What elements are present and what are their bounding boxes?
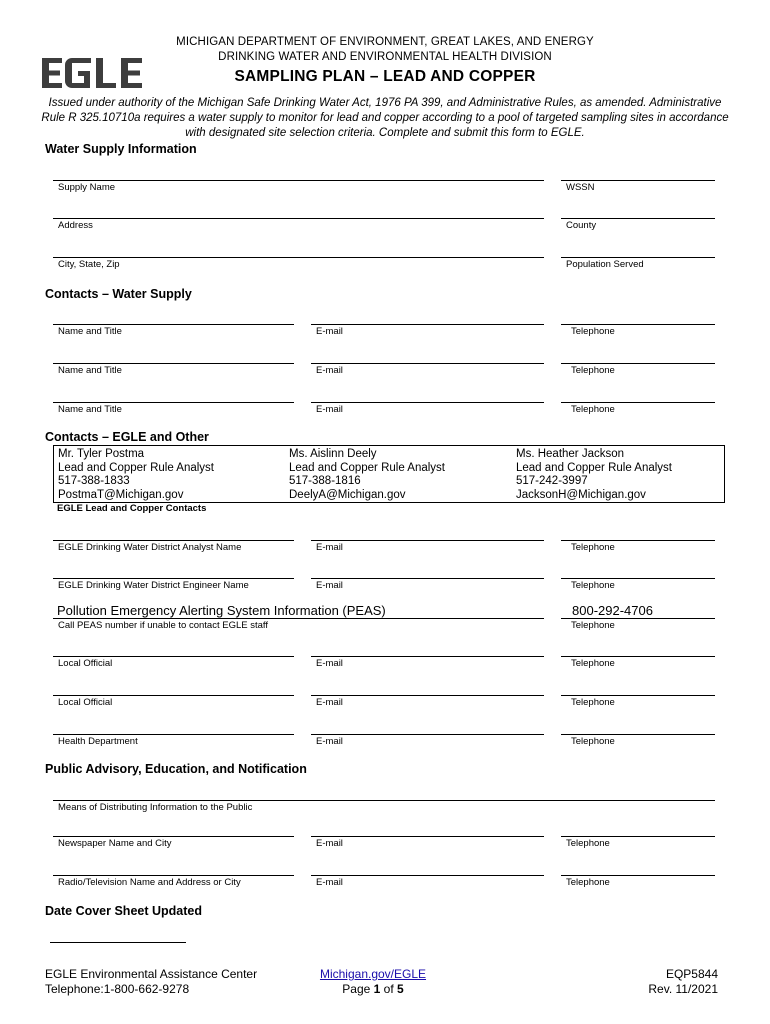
form-id: EQP5844 — [665, 967, 718, 981]
local-official-label: Local Official — [58, 658, 113, 669]
supply-contact-2-name-field[interactable] — [53, 363, 294, 364]
telephone-label: Telephone — [571, 658, 615, 669]
contact-email: DeelyA@Michigan.gov — [289, 488, 406, 501]
supply-contact-2-email-field[interactable] — [311, 363, 544, 364]
telephone-label: Telephone — [571, 736, 615, 747]
name-title-label: Name and Title — [58, 326, 122, 337]
supply-contact-1-phone-field[interactable] — [561, 324, 715, 325]
name-title-label: Name and Title — [58, 404, 122, 415]
city-state-zip-label: City, State, Zip — [58, 259, 120, 270]
supply-contact-3-email-field[interactable] — [311, 402, 544, 403]
contact-email: PostmaT@Michigan.gov — [58, 488, 184, 501]
means-distributing-label: Means of Distributing Information to the Public — [58, 802, 253, 813]
contact-name: Ms. Aislinn Deely — [289, 448, 377, 460]
local-official-1-field[interactable] — [53, 656, 294, 657]
local-official-2-email-field[interactable] — [311, 695, 544, 696]
supply-contact-3-phone-field[interactable] — [561, 402, 715, 403]
email-label: E-mail — [316, 736, 343, 747]
email-label: E-mail — [316, 365, 343, 376]
contacts-egle-heading: Contacts – EGLE and Other — [45, 430, 209, 444]
newspaper-email-field[interactable] — [311, 836, 544, 837]
health-department-field[interactable] — [53, 734, 294, 735]
contact-role: Lead and Copper Rule Analyst — [58, 461, 214, 474]
county-label: County — [566, 220, 597, 231]
email-label: E-mail — [316, 877, 343, 888]
radio-tv-field[interactable] — [53, 875, 294, 876]
telephone-label: Telephone — [566, 877, 610, 888]
page-indicator — [305, 982, 441, 997]
radio-tv-email-field[interactable] — [311, 875, 544, 876]
email-label: E-mail — [316, 838, 343, 849]
district-engineer-phone-field[interactable] — [561, 578, 715, 579]
health-department-email-field[interactable] — [311, 734, 544, 735]
contact-phone: 517-388-1833 — [58, 475, 130, 488]
local-official-1-email-field[interactable] — [311, 656, 544, 657]
health-department-phone-field[interactable] — [561, 734, 715, 735]
page-of: of — [380, 982, 398, 996]
district-analyst-email-field[interactable] — [311, 540, 544, 541]
address-label: Address — [58, 220, 93, 231]
supply-contact-3-name-field[interactable] — [53, 402, 294, 403]
peas-phone: 800-292-4706 — [572, 603, 653, 618]
assistance-center-name: EGLE Environmental Assistance Center — [45, 967, 258, 981]
district-analyst-phone-field[interactable] — [561, 540, 715, 541]
telephone-label: Telephone — [571, 697, 615, 708]
local-official-label: Local Official — [58, 697, 113, 708]
peas-phone-rule — [561, 618, 715, 619]
peas-rule — [53, 618, 544, 619]
population-served-field[interactable] — [561, 257, 715, 258]
intro-line-1: Issued under authority of the Michigan Safe Drinking Water Act, 1976 PA 399, and Administrative Rules, as amended. Administrative — [48, 97, 722, 109]
public-advisory-heading: Public Advisory, Education, and Notification — [45, 762, 307, 776]
department-name: MICHIGAN DEPARTMENT OF ENVIRONMENT, GREAT LAKES, AND ENERGY — [176, 36, 594, 48]
city-state-zip-field[interactable] — [53, 257, 544, 258]
page-prefix: Page — [342, 982, 374, 996]
district-engineer-field[interactable] — [53, 578, 294, 579]
peas-note: Call PEAS number if unable to contact EGLE staff — [58, 620, 268, 631]
egle-website-link[interactable]: Michigan.gov/EGLE — [319, 967, 427, 981]
contact-phone: 517-242-3997 — [516, 475, 588, 488]
contact-role: Lead and Copper Rule Analyst — [289, 461, 445, 474]
wssn-field[interactable] — [561, 180, 715, 181]
telephone-label: Telephone — [566, 838, 610, 849]
address-field[interactable] — [53, 218, 544, 219]
name-title-label: Name and Title — [58, 365, 122, 376]
supply-contact-1-email-field[interactable] — [311, 324, 544, 325]
email-label: E-mail — [316, 658, 343, 669]
telephone-label: Telephone — [571, 365, 615, 376]
county-field[interactable] — [561, 218, 715, 219]
local-official-2-phone-field[interactable] — [561, 695, 715, 696]
health-department-label: Health Department — [58, 736, 138, 747]
telephone-label: Telephone — [571, 580, 615, 591]
supply-name-label: Supply Name — [58, 182, 116, 193]
division-name: DRINKING WATER AND ENVIRONMENTAL HEALTH DIVISION — [218, 51, 552, 63]
assistance-center-phone: Telephone:1-800-662-9278 — [45, 982, 190, 996]
contact-email: JacksonH@Michigan.gov — [516, 488, 646, 501]
supply-contact-1-name-field[interactable] — [53, 324, 294, 325]
intro-line-3: with designated site selection criteria. Complete and submit this form to EGLE. — [185, 127, 585, 139]
date-cover-field[interactable] — [50, 942, 186, 943]
telephone-label: Telephone — [571, 542, 615, 553]
page-total: 5 — [397, 982, 404, 996]
telephone-label: Telephone — [571, 404, 615, 415]
contact-name: Ms. Heather Jackson — [516, 448, 625, 460]
email-label: E-mail — [316, 326, 343, 337]
population-served-label: Population Served — [566, 259, 644, 270]
supply-name-field[interactable] — [53, 180, 544, 181]
contact-role: Lead and Copper Rule Analyst — [516, 461, 672, 474]
egle-contacts-caption: EGLE Lead and Copper Contacts — [57, 503, 207, 514]
local-official-1-phone-field[interactable] — [561, 656, 715, 657]
district-analyst-label: EGLE Drinking Water District Analyst Name — [58, 542, 242, 553]
egle-contact-postma — [58, 448, 214, 502]
wssn-label: WSSN — [566, 182, 595, 193]
newspaper-phone-field[interactable] — [561, 836, 715, 837]
email-label: E-mail — [316, 404, 343, 415]
email-label: E-mail — [316, 542, 343, 553]
telephone-label: Telephone — [571, 620, 615, 631]
radio-tv-phone-field[interactable] — [561, 875, 715, 876]
revision-date: Rev. 11/2021 — [648, 982, 718, 996]
egle-contact-jackson — [516, 448, 672, 502]
form-title: SAMPLING PLAN – LEAD AND COPPER — [234, 68, 536, 85]
page-number: 1 — [373, 982, 381, 996]
district-engineer-email-field[interactable] — [311, 578, 544, 579]
footer-center — [305, 967, 441, 997]
local-official-2-field[interactable] — [53, 695, 294, 696]
water-supply-heading: Water Supply Information — [45, 142, 197, 156]
supply-contact-2-phone-field[interactable] — [561, 363, 715, 364]
district-analyst-field[interactable] — [53, 540, 294, 541]
newspaper-label: Newspaper Name and City — [58, 838, 172, 849]
radio-tv-label: Radio/Television Name and Address or City — [58, 877, 241, 888]
means-distributing-field[interactable] — [53, 800, 715, 801]
email-label: E-mail — [316, 697, 343, 708]
peas-title: Pollution Emergency Alerting System Information (PEAS) — [57, 603, 386, 618]
newspaper-field[interactable] — [53, 836, 294, 837]
footer-right — [600, 967, 718, 997]
contacts-supply-heading: Contacts – Water Supply — [45, 287, 192, 301]
footer-left — [45, 967, 257, 997]
district-engineer-label: EGLE Drinking Water District Engineer Name — [58, 580, 249, 591]
contact-name: Mr. Tyler Postma — [58, 448, 145, 460]
intro-line-2: Rule R 325.10710a requires a water supply to monitor for lead and copper according to a pool of targeted sampling sites in accordance — [41, 112, 729, 124]
telephone-label: Telephone — [571, 326, 615, 337]
date-cover-heading: Date Cover Sheet Updated — [45, 904, 202, 918]
egle-contact-deely — [289, 448, 445, 502]
contact-phone: 517-388-1816 — [289, 475, 361, 488]
egle-contacts-box — [53, 445, 725, 503]
email-label: E-mail — [316, 580, 343, 591]
